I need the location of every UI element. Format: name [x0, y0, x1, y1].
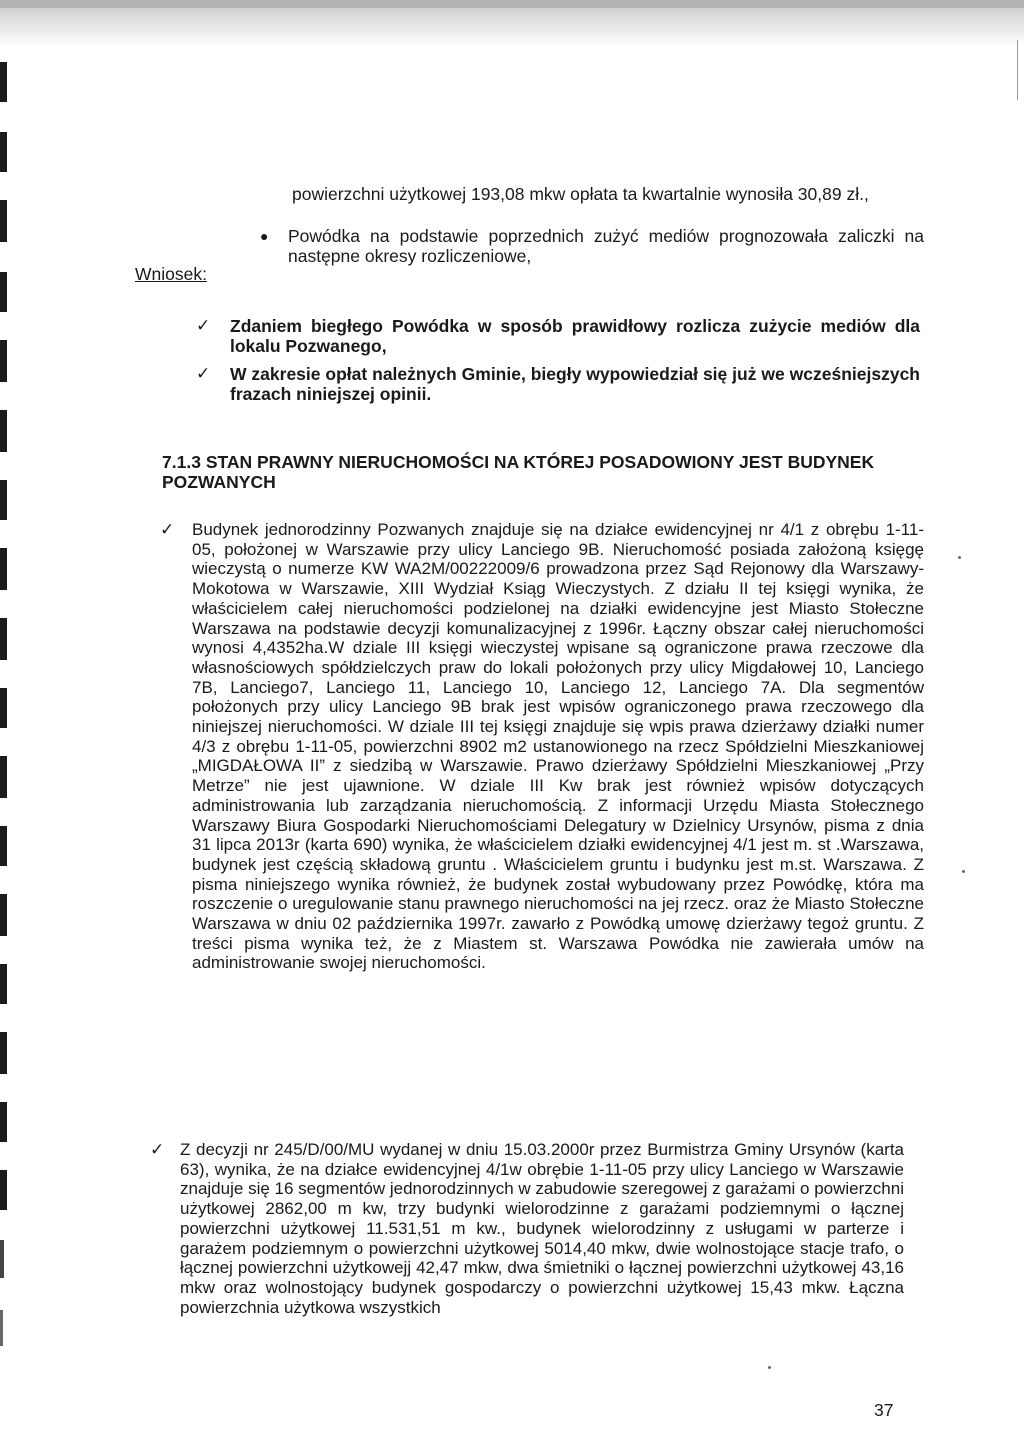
section-item-2-text: Z decyzji nr 245/D/00/MU wydanej w dniu 15.03.2000r przez Burmistrza Gminy Ursynów (karta 63), wynika, że na działce ewidencyjnej 4/1w obrębie 1-11-05 przy ulicy Lanciego w Warszawie znajduje się 16 segmentów jednorodzinnych w zabudowie szeregowej z garażami o powierzchni użytkowej 2862,00 m kw, trzy budynki wielorodzinne z garażami podziemnymi o łącznej powierzchni użytkowej 11.531,51 m kw., budynek wielorodzinny z usługami w parterze i garażem podziemnym o powierzchni użytkowej 5014,40 mkw, dwie wolnostojące stacje trafo, o łącznej powierzchni użytkowejj 42,47 mkw, dwa śmietniki o łącznej powierzchni użytkowej 43,16 mkw oraz wolnostojący budynek gospodarczy o powierzchni użytkowej 15,43 mkw. Łączna powierzchnia użytkowa wszystkich	[180, 1140, 904, 1317]
bullet-item	[256, 226, 924, 266]
scan-margin-mark	[0, 272, 7, 312]
scan-margin-mark	[0, 688, 7, 728]
scan-margin-mark	[0, 200, 7, 242]
section-item-2	[180, 1140, 904, 1317]
wniosek-label: Wniosek:	[135, 264, 207, 284]
page-number: 37	[874, 1400, 894, 1420]
conclusion-1	[230, 316, 920, 356]
check-mark-icon: ✓	[160, 520, 175, 539]
scan-margin-mark	[0, 62, 7, 102]
scan-margin-mark	[0, 132, 7, 172]
bullet-list	[256, 226, 924, 266]
intro-continuation-text: powierzchni użytkowej 193,08 mkw opłata ta kwartalnie wynosiła 30,89 zł.,	[292, 184, 869, 204]
section-heading	[162, 452, 902, 492]
scan-speck	[768, 1366, 771, 1369]
section-item-1	[192, 520, 924, 973]
scan-margin-mark	[0, 1032, 7, 1074]
bullet-item-text: Powódka na podstawie poprzednich zużyć mediów prognozowała zaliczki na następne okresy rozliczeniowe,	[288, 226, 924, 266]
scan-margin-mark	[0, 1170, 7, 1210]
scan-speck	[962, 870, 965, 873]
conclusion-1-text: Zdaniem biegłego Powódka w sposób prawidłowy rozlicza zużycie mediów dla lokalu Pozwanego,	[230, 316, 920, 356]
section-number: 7.1.3	[162, 452, 201, 472]
section-title: STAN PRAWNY NIERUCHOMOŚCI NA KTÓREJ POSADOWIONY JEST BUDYNEK POZWANYCH	[162, 452, 875, 492]
scan-margin-mark	[0, 894, 7, 936]
scan-top-edge	[0, 0, 1024, 8]
check-mark-icon: ✓	[196, 364, 211, 383]
scan-margin-mark	[0, 964, 7, 1004]
scan-margin-mark	[0, 1102, 7, 1142]
scan-speck	[958, 556, 961, 559]
intro-continuation	[292, 184, 924, 204]
scan-margin-mark	[0, 410, 7, 452]
bullet-dot-icon: ●	[260, 228, 269, 244]
check-mark-icon: ✓	[150, 1140, 165, 1159]
conclusion-2-text: W zakresie opłat należnych Gminie, biegły wypowiedział się już we wcześniejszych frazach niniejszej opinii.	[230, 364, 920, 404]
conclusion-2	[230, 364, 920, 404]
scan-right-edge	[1017, 40, 1018, 100]
scan-margin-mark	[0, 618, 7, 660]
check-mark-icon: ✓	[196, 316, 211, 335]
scan-margin-mark	[0, 1310, 3, 1346]
scan-margin-mark	[0, 826, 7, 866]
section-item-1-text: Budynek jednorodzinny Pozwanych znajduje się na działce ewidencyjnej nr 4/1 z obrębu 1-11-05, położonej w Warszawie przy ulicy Lanciego 9B. Nieruchomość posiada założoną księgę wieczystą o numerze KW WA2M/00222009/6 prowadzona przez Sąd Rejonowy dla Warszawy-Mokotowa w Warszawie, XIII Wydział Ksiąg Wieczystych. Z działu II tej księgi wynika, że właścicielem całej nieruchomości podzielonej na działki ewidencyjne jest Miasto Stołeczne Warszawa na podstawie decyzji komunalizacyjnej z 1996r. Łączny obszar całej nieruchomości wynosi 4,4352ha.W dziale III księgi wieczystej wpisane są ograniczone prawa rzeczowe dla własnościowych spółdzielczych praw do lokali położonych przy ulicy Migdałowej 10, Lanciego 7B, Lanciego7, Lanciego 11, Lanciego 10, Lanciego 12, Lanciego 7A. Dla segmentów położonych przy ulicy Lanciego 9B brak jest wpisów ograniczonego prawa rzeczowego dla niniejszej nieruchomości. W dziale III tej księgi znajduje się wpis prawa dzierżawy działki numer 4/3 z obrębu 1-11-05, powierzchni 8902 m2 ustanowionego na rzecz Spółdzielni Mieszkaniowej „MIGDAŁOWA II” z siedzibą w Warszawie. Prawo dzierżawy Spółdzielni Mieszkaniowej „Przy Metrze” nie jest ujawnione. W dziale III Kw brak jest również wpisów dotyczących administrowania lub zarządzania nieruchomością. Z informacji Urzędu Miasta Stołecznego Warszawy Biura Gospodarki Nieruchomościami Delegatury w Dzielnicy Ursynów, pisma z dnia 31 lipca 2013r (karta 690) wynika, że właścicielem działki ewidencyjnej 4/1 jest m. st .Warszawa, budynek jest częścią składową gruntu . Właścicielem gruntu i budynku jest m.st. Warszawa. Z pisma niniejszego wynika również, że budynek został wybudowany przez Powódkę, która ma roszczenie o uregulowanie stanu prawnego nieruchomości na jej rzecz. oraz że Miasto Stołeczne Warszawa w dniu 02 października 1997r. zawarło z Powódką umowę dzierżawy tegoż gruntu. Z treści pisma wynika też, że z Miastem st. Warszawa Powódka nie zawierała umów na administrowanie swojej nieruchomości.	[192, 520, 924, 973]
scan-margin-mark	[0, 548, 7, 590]
scan-margin-mark	[0, 756, 7, 798]
scan-margin-mark	[0, 1240, 4, 1278]
scan-margin-mark	[0, 340, 7, 382]
scan-margin-mark	[0, 480, 7, 520]
